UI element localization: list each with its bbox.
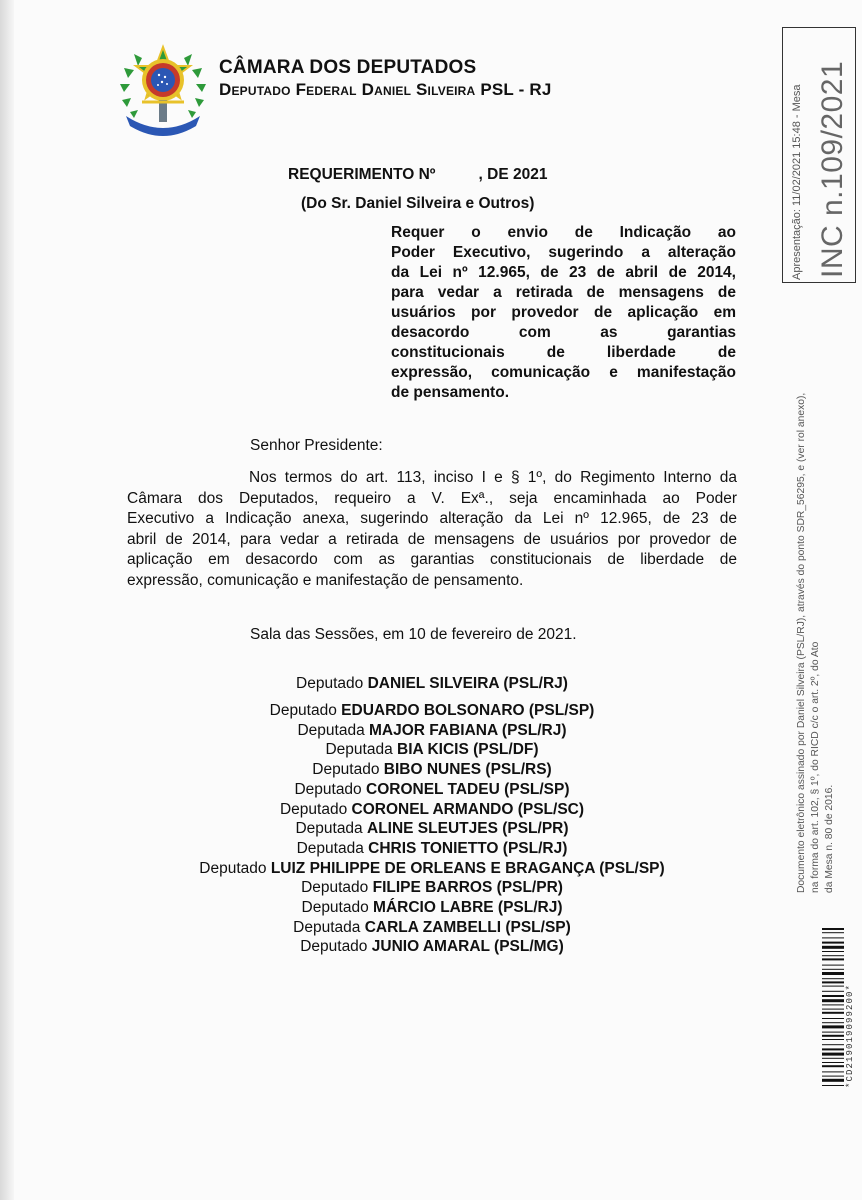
summary-line: expressão, comunicação e manifestação [391, 364, 736, 381]
signatory-name: JUNIO AMARAL (PSL/MG) [371, 938, 564, 956]
signatory-title: Deputada [293, 918, 361, 936]
signatory-main [127, 675, 737, 693]
signatory-name: CARLA ZAMBELLI (PSL/SP) [364, 918, 571, 936]
signatory-line [127, 898, 737, 918]
summary-line: Poder Executivo, sugerindo a alteração [391, 244, 736, 261]
signatory-name: CORONEL ARMANDO (PSL/SC) [351, 800, 585, 818]
organization-name: CÂMARA DOS DEPUTADOS [219, 57, 477, 78]
signatory-name: DANIEL SILVEIRA (PSL/RJ) [367, 675, 568, 692]
signatory-name: EDUARDO BOLSONARO (PSL/SP) [341, 702, 595, 719]
barcode-text: *CD219019099200* [845, 983, 855, 1088]
paragraph-line: abril de 2014, para vedar a retirada de mensagens de usuários por provedor de [127, 530, 737, 548]
signatory-line [127, 878, 737, 898]
signatory-name: FILIPE BARROS (PSL/PR) [372, 879, 563, 897]
signatory-title: Deputado [300, 938, 368, 956]
signatory-title: Deputado [301, 899, 369, 917]
summary-line: Requer o envio de Indicação ao [391, 224, 736, 241]
paragraph-line: Nos termos do art. 113, inciso I e § 1º, do Regimento Interno da [249, 469, 737, 486]
electronic-signature-note [795, 393, 837, 893]
signatory-line [127, 937, 737, 957]
signatory-line [127, 675, 737, 693]
signatory-line [127, 721, 737, 741]
signatory-line [127, 740, 737, 760]
note-line: Documento eletrônico assinado por Daniel Silveira (PSL/RJ), através do ponto SDR_56295, e (ver rol anexo), [796, 392, 807, 893]
protocol-number: INC n.109/2021 [816, 60, 849, 278]
signatory-name: MAJOR FABIANA (PSL/RJ) [369, 721, 567, 739]
place-and-date: Sala das Sessões, em 10 de fevereiro de 2021. [250, 626, 577, 643]
body-paragraph [127, 468, 737, 591]
signatory-line [127, 918, 737, 938]
signatory-name: BIBO NUNES (PSL/RS) [383, 761, 552, 779]
paragraph-line: expressão, comunicação e manifestação de pensamento. [127, 571, 524, 589]
signatory-line [127, 760, 737, 780]
signatory-title: Deputada [296, 839, 364, 857]
signatory-title: Deputado [199, 859, 267, 877]
signatory-line [127, 819, 737, 839]
summary-line: da Lei nº 12.965, de 23 de abril de 2014, [391, 264, 736, 281]
signatory-line [127, 780, 737, 800]
signatory-name: LUIZ PHILIPPE DE ORLEANS E BRAGANÇA (PSL/SP) [270, 859, 665, 877]
summary-line: de pensamento. [391, 384, 509, 401]
note-line: da Mesa n. 80 de 2016. [824, 784, 835, 893]
signatory-line [127, 800, 737, 820]
paragraph-line: aplicação em desacordo com as garantias constitucionais de liberdade de [127, 551, 737, 568]
signatory-title: Deputada [297, 721, 365, 739]
signatory-title: Deputado [294, 780, 362, 798]
signatory-line [127, 859, 737, 879]
presentation-date: Apresentação: 11/02/2021 15:48 - Mesa [791, 84, 803, 280]
signatory-title: Deputado [301, 879, 369, 897]
summary-line: desacordo com as garantias [391, 324, 736, 341]
signatory-title: Deputado [269, 702, 337, 719]
summary-line: usuários por provedor de aplicação em [391, 304, 736, 321]
signatory-title: Deputado [279, 800, 348, 818]
summary-line: constitucionais de liberdade de [391, 344, 736, 361]
signatory-title: Deputado [312, 761, 380, 779]
signatory-title: Deputada [295, 820, 363, 838]
signatory-title: Deputado [296, 675, 364, 692]
signatory-name: MÁRCIO LABRE (PSL/RJ) [373, 899, 563, 917]
summary-line: para vedar a retirada de mensagens de [391, 284, 736, 301]
signatory-title: Deputada [325, 741, 393, 759]
request-summary [391, 223, 736, 403]
note-line: na forma do art. 102, § 1º, do RICD c/c o art. 2º, do Ato [810, 641, 821, 893]
signatory-name: ALINE SLEUTJES (PSL/PR) [367, 820, 569, 838]
signatory-name: CORONEL TADEU (PSL/SP) [366, 780, 570, 798]
request-title: REQUERIMENTO Nº , DE 2021 [288, 166, 548, 183]
signatory-name: CHRIS TONIETTO (PSL/RJ) [368, 839, 568, 857]
signatory-line [127, 839, 737, 859]
request-author: (Do Sr. Daniel Silveira e Outros) [301, 195, 535, 212]
paragraph-line: Executivo a Indicação anexa, sugerindo alteração da Lei nº 12.965, de 23 de [127, 510, 737, 527]
protocol-stamp [782, 27, 856, 283]
signatory-name: BIA KICIS (PSL/DF) [397, 741, 539, 759]
deputy-header: Deputado Federal Daniel Silveira PSL - RJ [219, 80, 552, 99]
paragraph-line: Câmara dos Deputados, requeiro a V. Exª., seja encaminhada ao Poder [127, 489, 737, 507]
signatory-line [127, 701, 737, 721]
salutation: Senhor Presidente: [250, 437, 383, 454]
signatory-list [127, 701, 737, 957]
coat-of-arms-icon [112, 44, 214, 140]
